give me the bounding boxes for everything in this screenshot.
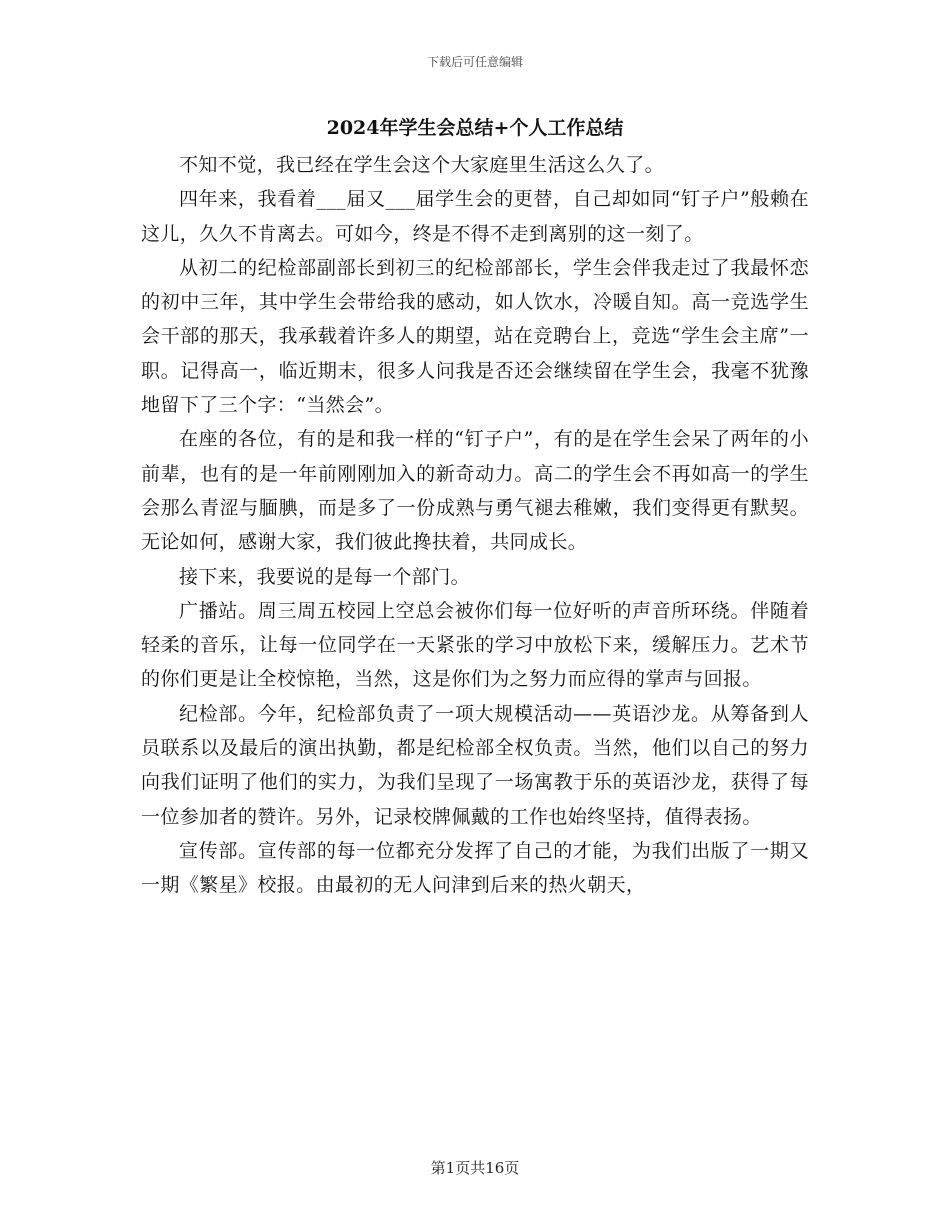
paragraph: 接下来，我要说的是每一个部门。 xyxy=(179,565,471,588)
paragraph: 从初二的纪检部副部长到初三的纪检部部长，学生会伴我走过了我最怀恋的初中三年，其中学生会带给我的感动，如人饮水，冷暖自知。高一竞选学生会干部的那天，我承载着许多人的期望，站在竞聘台上，竞选“学生会主席”一职。记得高一，临近期末，很多人问我是否还会继续留在学生会，我毫不犹豫地留下了三个字：“当然会”。 xyxy=(141,256,809,417)
paragraph: 宣传部。宣传部的每一位都充分发挥了自己的才能，为我们出版了一期又一期《繁星》校报。由最初的无人问津到后来的热火朝天， xyxy=(141,839,809,897)
paragraph: 广播站。周三周五校园上空总会被你们每一位好听的声音所环绕。伴随着轻柔的音乐，让每一位同学在一天紧张的学习中放松下来，缓解压力。艺术节的你们更是让全校惊艳，当然，这是你们为之努力而应得的掌声与回报。 xyxy=(141,599,809,691)
page-header-note: 下载后可任意编辑 xyxy=(426,55,523,69)
paragraph: 四年来，我看着___届又___届学生会的更替，自己却如同“钉子户”般赖在这儿，久久不肯离去。可如今，终是不得不走到离别的这一刻了。 xyxy=(141,188,809,245)
paragraph: 在座的各位，有的是和我一样的“钉子户”，有的是在学生会呆了两年的小前辈，也有的是一年前刚刚加入的新奇动力。高二的学生会不再如高一的学生会那么青涩与腼腆，而是多了一份成熟与勇气褪去稚嫩，我们变得更有默契。无论如何，感谢大家，我们彼此搀扶着，共同成长。 xyxy=(141,428,809,554)
paragraph: 不知不觉，我已经在学生会这个大家庭里生活这么久了。 xyxy=(179,154,665,176)
document-body xyxy=(141,148,809,903)
paragraph: 纪检部。今年，纪检部负责了一项大规模活动——英语沙龙。从筹备到人员联系以及最后的演出执勤，都是纪检部全权负责。当然，他们以自己的努力向我们证明了他们的实力，为我们呈现了一场寓教于乐的英语沙龙，获得了每一位参加者的赞许。另外，记录校牌佩戴的工作也始终坚持，值得表扬。 xyxy=(141,702,809,828)
page-footer-number: 第1页共16页 xyxy=(430,1159,520,1177)
document-title: 2024年学生会总结+个人工作总结 xyxy=(326,117,624,139)
